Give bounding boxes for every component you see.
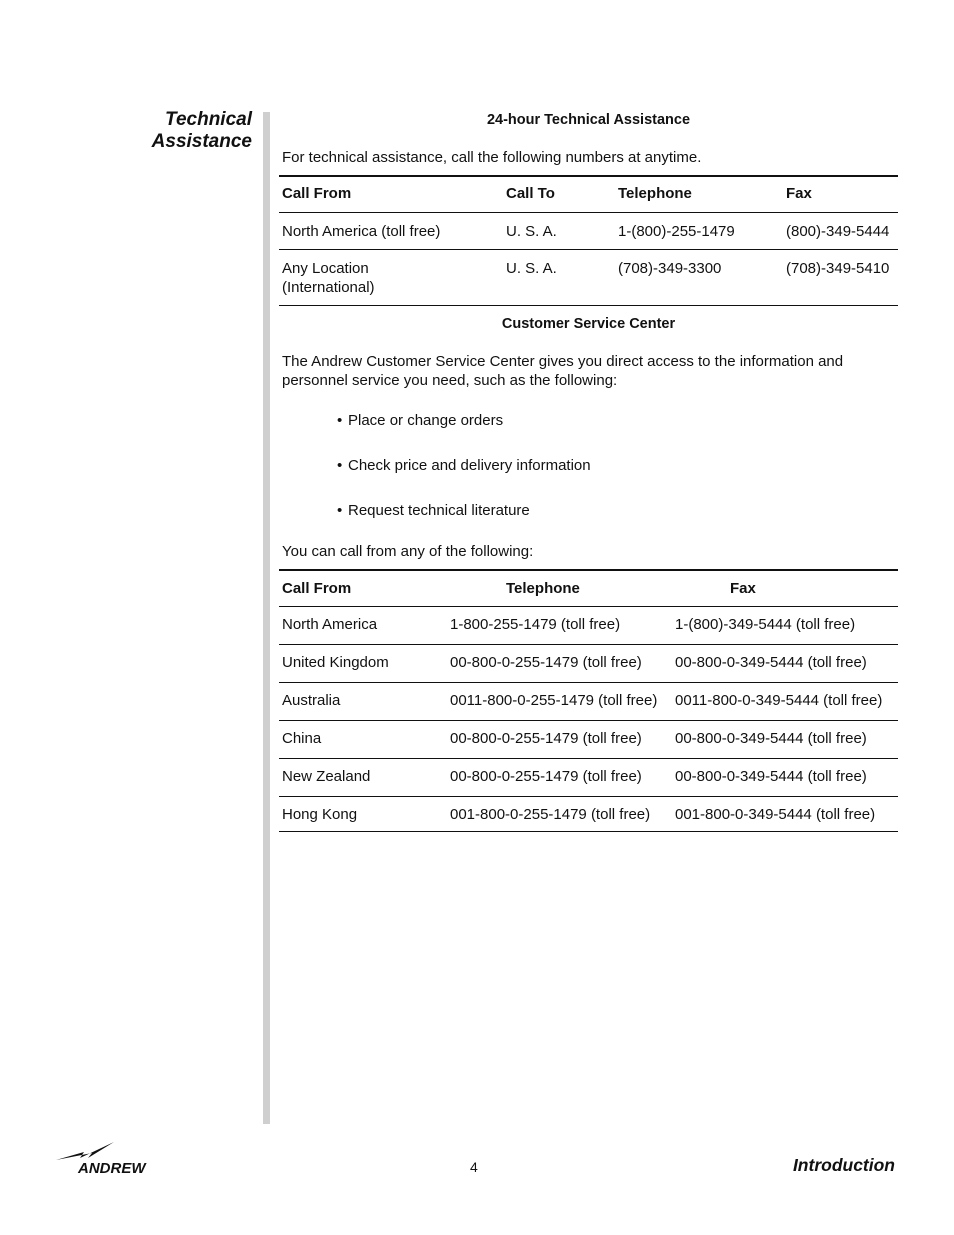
- table-cell: (708)-349-5410: [786, 259, 890, 277]
- list-item: • Request technical literature: [337, 501, 530, 519]
- table-cell: 1-(800)-255-1479: [615, 212, 783, 249]
- table-cell: China: [279, 721, 447, 759]
- table-cell: 1-800-255-1479 (toll free): [447, 607, 672, 645]
- tech-intro: For technical assistance, call the following numbers at anytime.: [282, 149, 702, 166]
- list-item: • Check price and delivery information: [337, 456, 591, 474]
- header-cell: Call To: [503, 176, 615, 212]
- table-cell: (800)-349-5444: [783, 212, 898, 249]
- table-cell: North America: [279, 607, 447, 645]
- andrew-logo: [54, 1140, 170, 1181]
- header-cell: Call From: [279, 176, 503, 212]
- table-row: [279, 249, 898, 305]
- header-cell: Telephone: [615, 176, 783, 212]
- table-row: [279, 797, 898, 832]
- header-cell: Fax: [783, 176, 898, 212]
- table-cell: U. S. A.: [506, 259, 557, 277]
- service-intro: The Andrew Customer Service Center gives you direct access to the information and personnel service you need, such as the following:: [282, 352, 844, 389]
- tech-assistance-table: [279, 175, 898, 306]
- header-cell: Fax: [672, 570, 898, 607]
- section-heading-line2: Assistance: [151, 131, 252, 152]
- table-row: [279, 212, 898, 249]
- list-item: • Place or change orders: [337, 411, 504, 429]
- table-row: [279, 683, 898, 721]
- bullet-text: Request technical literature: [348, 501, 530, 519]
- table-cell: 1-(800)-349-5444 (toll free): [672, 607, 898, 645]
- table-cell: North America (toll free): [279, 212, 503, 249]
- bullet-text: Place or change orders: [348, 411, 504, 429]
- tech-assistance-title: 24-hour Technical Assistance: [486, 112, 691, 128]
- table-row: [279, 607, 898, 645]
- table-cell: 001-800-0-255-1479 (toll free): [450, 806, 651, 823]
- header-cell: Call From: [279, 570, 447, 607]
- table-header-row: [279, 570, 898, 607]
- table-row: [279, 721, 898, 759]
- main-content: [279, 110, 898, 832]
- customer-service-table: [279, 569, 898, 833]
- section-heading: [100, 109, 252, 153]
- table-cell: 0011-800-0-349-5444 (toll free): [672, 683, 898, 721]
- table-cell: 00-800-0-349-5444 (toll free): [672, 721, 898, 759]
- table-cell: 00-800-0-255-1479 (toll free): [447, 645, 672, 683]
- table-cell: 00-800-0-255-1479 (toll free): [447, 759, 672, 797]
- table-cell: 00-800-0-255-1479 (toll free): [447, 721, 672, 759]
- section-heading-line1: Technical: [165, 109, 252, 130]
- table-cell: 00-800-0-349-5444 (toll free): [672, 759, 898, 797]
- page-number: 4: [470, 1159, 478, 1175]
- header-cell: Telephone: [447, 570, 672, 607]
- bullet-text: Check price and delivery information: [348, 456, 591, 474]
- table-cell: Hong Kong: [282, 806, 358, 823]
- table-cell: U. S. A.: [503, 212, 615, 249]
- call-intro: You can call from any of the following:: [282, 542, 534, 560]
- table-cell: 0011-800-0-255-1479 (toll free): [447, 683, 672, 721]
- table-cell: New Zealand: [279, 759, 447, 797]
- table-cell: 00-800-0-349-5444 (toll free): [672, 645, 898, 683]
- table-row: [279, 645, 898, 683]
- andrew-logo-mark: [54, 1140, 170, 1176]
- table-cell: United Kingdom: [279, 645, 447, 683]
- margin-bar: [263, 112, 270, 1124]
- customer-service-title: Customer Service Center: [501, 315, 676, 332]
- table-cell: (708)-349-3300: [618, 259, 722, 277]
- table-cell: Australia: [279, 683, 447, 721]
- table-row: [279, 759, 898, 797]
- table-cell: Any Location (International): [282, 259, 375, 296]
- table-cell: 001-800-0-349-5444 (toll free): [675, 806, 876, 823]
- table-header-row: [279, 176, 898, 212]
- service-bullet-list: [279, 411, 898, 546]
- footer-section-title: Introduction: [792, 1155, 895, 1175]
- andrew-logo-text: ANDREW: [78, 1160, 146, 1176]
